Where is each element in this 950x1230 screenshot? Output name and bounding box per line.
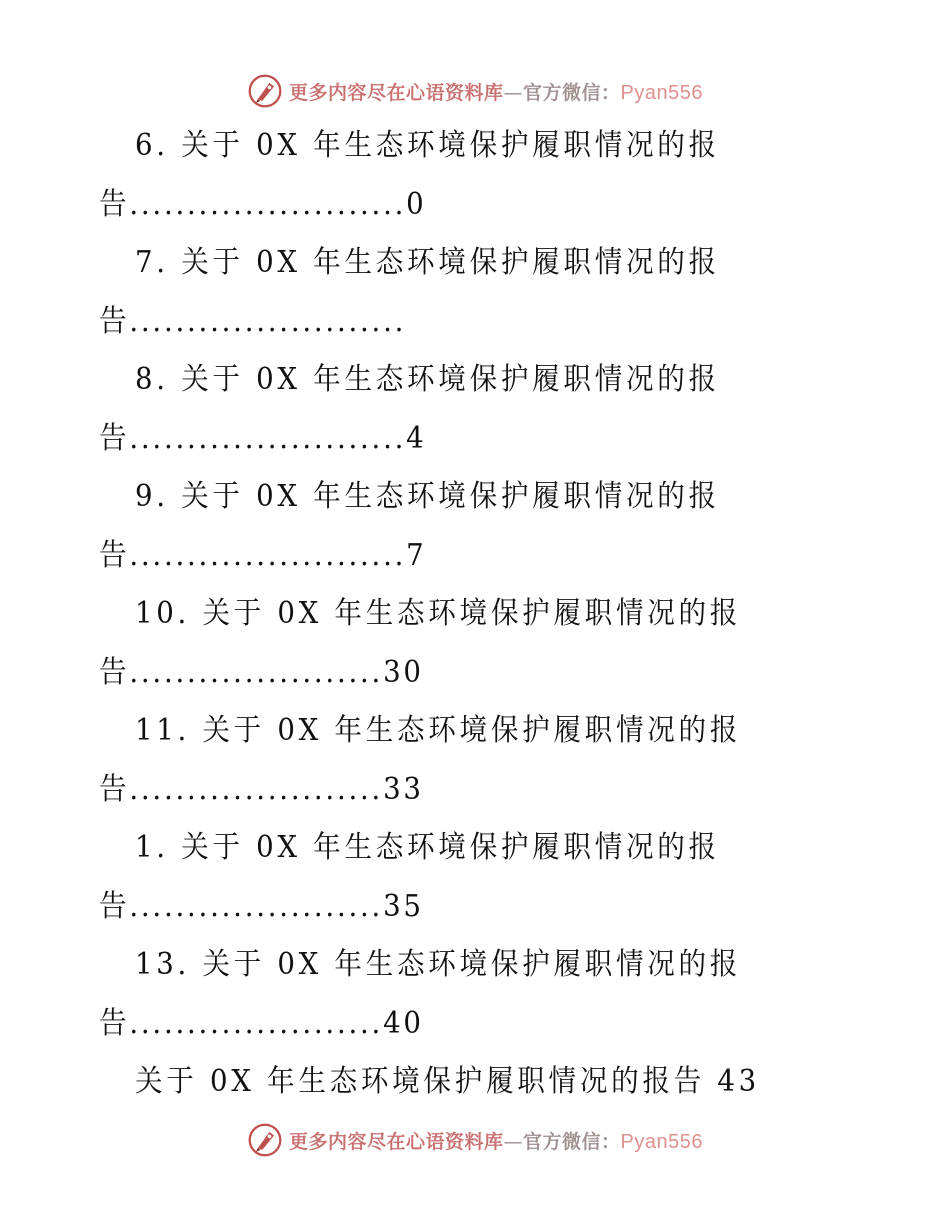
watermark-text <box>289 78 703 105</box>
toc-entry-continuation: 告........................4 <box>99 421 427 456</box>
watermark-id: Pyan556 <box>620 1130 703 1153</box>
toc-entry-continuation: 告......................33 <box>99 772 424 807</box>
toc-entry-title: 13. 关于 0X 年生态环境保护履职情况的报 <box>135 947 742 982</box>
toc-entry-title: 11. 关于 0X 年生态环境保护履职情况的报 <box>135 713 742 748</box>
watermark-lead: 更多内容尽在心语资料库 <box>289 1130 504 1153</box>
watermark-text <box>289 1127 703 1154</box>
toc-entry-continuation: 告......................40 <box>99 1006 424 1041</box>
toc-entry-title: 6. 关于 0X 年生态环境保护履职情况的报 <box>135 128 720 163</box>
watermark-lead: 更多内容尽在心语资料库 <box>289 81 504 104</box>
pen-logo-icon <box>247 73 283 109</box>
toc-entry-continuation: 告......................35 <box>99 889 424 924</box>
watermark-dash: — <box>503 81 524 104</box>
toc-entry-title: 1. 关于 0X 年生态环境保护履职情况的报 <box>135 830 720 865</box>
toc-entry-continuation: 告........................ <box>99 304 407 339</box>
toc-entry-continuation: 告........................0 <box>99 187 427 222</box>
toc-entry-title: 8. 关于 0X 年生态环境保护履职情况的报 <box>135 362 720 397</box>
watermark-official: 官方微信： <box>523 81 621 104</box>
toc-entry-title: 10. 关于 0X 年生态环境保护履职情况的报 <box>135 596 742 631</box>
toc-entry-continuation: 告........................7 <box>99 538 427 573</box>
header-watermark <box>0 69 950 113</box>
watermark-dash: — <box>503 1130 524 1153</box>
toc-entry-last: 关于 0X 年生态环境保护履职情况的报告 43 <box>135 1064 760 1099</box>
watermark-id: Pyan556 <box>620 81 703 104</box>
footer-watermark <box>0 1118 950 1162</box>
toc-entry-continuation: 告......................30 <box>99 655 424 690</box>
toc-entry-title: 9. 关于 0X 年生态环境保护履职情况的报 <box>135 479 720 514</box>
pen-logo-icon <box>247 1122 283 1158</box>
toc-entry-title: 7. 关于 0X 年生态环境保护履职情况的报 <box>135 245 720 280</box>
watermark-official: 官方微信： <box>523 1130 621 1153</box>
